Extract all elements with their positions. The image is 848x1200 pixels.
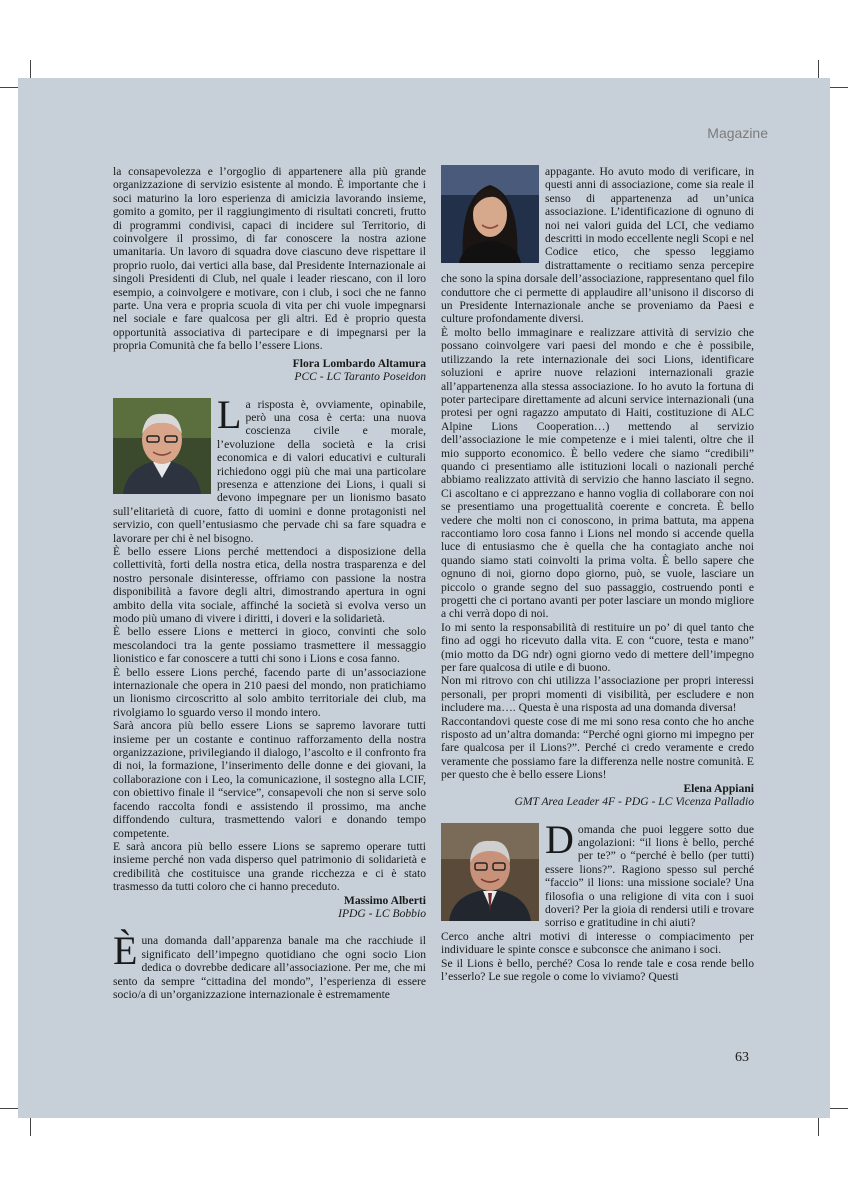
signature-name: Elena Appiani [683,781,754,795]
right-column [441,165,754,983]
appiani-paragraph: È molto bello immaginare e realizzare attività di servizio che possano coinvolgere vari paesi del mondo e che è possibile, utilizzando la rete internazionale dei soci Lions, identificare soluzioni e aprire nuove relazioni internazionali grazie all’appartenenza alla stessa associazione. Io ho avuto la fortuna di poter partecipare direttamente ad alcuni service internazionali (una protesi per ogni ragazzo amputato di Haiti, costituzione di ALC Alpine Lions Cooperation…) mettendo al servizio dell’associazione le mie competenze e i miei talenti, oltre che il mio supporto economico. È bello vedere che siamo “credibili” quando ci presentiamo alle istituzioni locali o nazionali perché abbiamo realizzato attività di servizio che hanno lasciato il segno. Ci ascoltano e ci apprezzano e hanno voglia di collaborare con noi se presentiamo una progettualità coerente e concreta. È bello vedere che molti non ci conoscono, in prima battuta, ma appena raccontiamo loro cosa fanno i Lions nel mondo si accende quella luce di entusiasmo che è quella che ha contagiato anche noi quando siamo stati coinvolti la prima volta. È bello sapere che ognuno di noi, giorno dopo giorno, può, se vuole, lasciare un piccolo o grande segno del suo passaggio, costruendo ponti e progetti che ci portano avanti per poter lasciare un mondo migliore a chi verrà dopo di noi. [441,325,754,621]
last-paragraph: Cerco anche altri motivi di interesse o compiacimento per individuare le spinte consce e subconsce che animano i soci. [441,929,754,957]
alberti-paragraph: È bello essere Lions perché, facendo parte di un’associazione internazionale che opera in 210 paesi del mondo, non pratichiamo un lionismo circoscritto al solo ambito territoriale dei club, ma rivolgiamo lo sguardo verso il mondo intero. [113,665,426,719]
appiani-paragraph: Io mi sento la responsabilità di restituire un po’ di quel tanto che fino ad oggi ho ricevuto dalla vita. E con “cuore, testa e mano” (mio motto da DG ndr) ogni giorno vedo di mettere dell’impegno per fare qualcosa di utile e di buono. [441,620,754,675]
crop-mark [830,1108,848,1109]
portrait-photo-alberti [113,398,211,494]
crop-mark [30,60,31,78]
crop-mark [818,1118,819,1136]
appiani-paragraph: Non mi ritrovo con chi utilizza l’associazione per propri interessi personali, per propri momenti di visibilità, per escludere e non includere ma…. Questa è una risposta ad una domanda diversa! [441,674,754,715]
alberti-paragraph: Sarà ancora più bello essere Lions se sapremo lavorare tutti insieme per un costante e continuo rafforzamento della nostra organizzazione, privilegiando il dialogo, l’ascolto e il confronto fra di noi, la formazione, l’inserimento delle donne e dei giovani, la collaborazione con i Leo, la comunicazione, il sostegno alla LCIF, con obiettivo finale il “service”, consapevoli che non si serve solo facendo raccolta fondi e assistendo il prossimo, ma anche diffondendo cultura, trasmettendo valori e donando tempo competente. [113,719,426,840]
article-alberti [113,391,426,921]
alberti-paragraph: È bello essere Lions e metterci in gioco, convinti che solo mescolandoci tra la gente possiamo trasmettere il messaggio lionistico e far conoscere a tutti chi sono i Lions e cosa fanno. [113,625,426,666]
section-header: Magazine [707,125,768,141]
portrait-photo-man [441,823,539,921]
signature-name: Flora Lombardo Altamura [292,356,426,370]
signature-name: Massimo Alberti [343,893,426,907]
signature-alberti [113,894,426,921]
crop-mark [30,1118,31,1136]
dropcap-d: D [545,816,574,862]
portrait-photo-appiani [441,165,539,263]
appiani-first-paragraph: Èuna domanda dall’apparenza banale ma che racchiude il significato dell’impegno quotidiano che ogni socio Lion dedica o dovrebbe dedicare all’associazione. Per me, che mi sento da sempre “cittadina del mondo”, l’esperienza di essere socio/a di un’organizzazione internazionale è estremamente [113,928,426,1001]
crop-mark [830,87,848,88]
dropcap-l: L [217,391,242,437]
signature-altamura [113,357,426,384]
alberti-paragraph: E sarà ancora più bello essere Lions se sapremo operare tutti insieme perché non vada disperso quel patrimonio di solidarietà e credibilità che costituisce una grande ricchezza e ci è stato trasmesso da tutti coloro che ci hanno preceduto. [113,839,426,894]
alberti-first-paragraph: La risposta è, ovviamente, opinabile, però una cosa è certa: una nuova coscienza civile e morale, l’evoluzione della società e la crisi economica e di valori educativi e culturali richiedono oggi più che mai una particolare presenza e attenzione dei Lions, i quali si devono impegnare per un lionismo basato sull’elitarietà di cuore, fatto di uomini e donne protagonisti nel servizio, con quell’entusiasmo che pervade chi sa fare squadra e lavorare per chi è nel bisogno. [113,391,426,545]
intro-paragraph: la consapevolezza e l’orgoglio di appartenere alla più grande organizzazione di servizio esistente al mondo. È importante che i soci maturino la loro esperienza di amicizia lavorando insieme, gomito a gomito, per il raggiungimento di risultati concreti, frutto di programmi condivisi, capaci di incidere sul Territorio, di coinvolgere il prossimo, di far conoscere la nostra azione umanitaria. Un lavoro di squadra dove ciascuno deve rispettare il proprio ruolo, dai vertici alla base, dal Presidente Internazionale ai singoli Presidenti di Club, nel quale i leader riescano, con il loro esempio, a coinvolgere e motivare, con i club, i soci che ne fanno parte. Una vera e propria scuola di vita per chi vuole impegnarsi nel sociale e fare qualcosa per gli altri. Ed è proprio questa opportunità associativa di partecipare e di impegnarsi per la propria Comunità che fa bello l’essere Lions. [113,165,426,353]
last-first-paragraph: Domanda che puoi leggere sotto due angolazioni: “il lions è bello, perché per te?” o “perché è bello (per tutti) essere lions?”. Ragiono spesso sul perché “faccio” il lions: una missione sociale? Una filosofia o una religione di vita con i suoi doveri? Per la gioia di rendersi utili e trovare sorriso e gratitudine in chi aiuti? [545,816,754,930]
alberti-paragraph: È bello essere Lions perché mettendoci a disposizione della collettività, forti della nostra etica, della nostra trasparenza e del nostro personale disinteresse, offriamo con passione la nostra disponibilità a favore degli altri, dimostrando apertura in ogni ambito della vita sociale, affinché la società si evolva verso un modo più umano di vivere i diritti, i doveri e la solidarietà. [113,544,426,625]
last-paragraph: Se il Lions è bello, perché? Cosa lo rende tale e cosa rende bello l’esserlo? Le sue regole o come lo viviamo? Questi [441,956,754,983]
appiani-paragraph: Raccontandovi queste cose di me mi sono resa conto che ho anche risposto ad un’altra domanda: “Perché ogni giorno mi impegno per fare qualcosa per il Lions?”. Perché ci credo veramente e credo veramente che possiamo fare la differenza nelle nostre comunità. E per questo che è bello essere Lions! [441,714,754,782]
article-last [441,816,754,984]
crop-mark [0,1108,18,1109]
crop-mark [818,60,819,78]
crop-mark [0,87,18,88]
signature-role: IPDG - LC Bobbio [338,906,426,920]
left-column [113,165,426,1001]
appiani-continued: appagante. Ho avuto modo di verificare, in questi anni di associazione, come sia reale il senso di appartenenza ad un’unica associazione. L’identificazione di ognuno di noi nei valori guida del LCI, che vediamo descritti in modo eccellente negli Scopi e nel Codice etico, che spesso leggiamo distrattamente o recitiamo senza percepire che sono la spina dorsale dell’associazione, rappresentano quel filo conduttore che ci permette di applaudire all’unisono il discorso di un Presidente Internazionale anche se proveniamo da Paesi e culture profondamente diversi. [441,165,754,326]
signature-appiani [441,782,754,809]
signature-role: PCC - LC Taranto Poseidon [294,370,426,384]
page-number: 63 [735,1050,749,1065]
article-appiani-start [113,928,426,1001]
dropcap-e: È [113,928,138,974]
signature-role: GMT Area Leader 4F - PDG - LC Vicenza Palladio [514,795,754,809]
